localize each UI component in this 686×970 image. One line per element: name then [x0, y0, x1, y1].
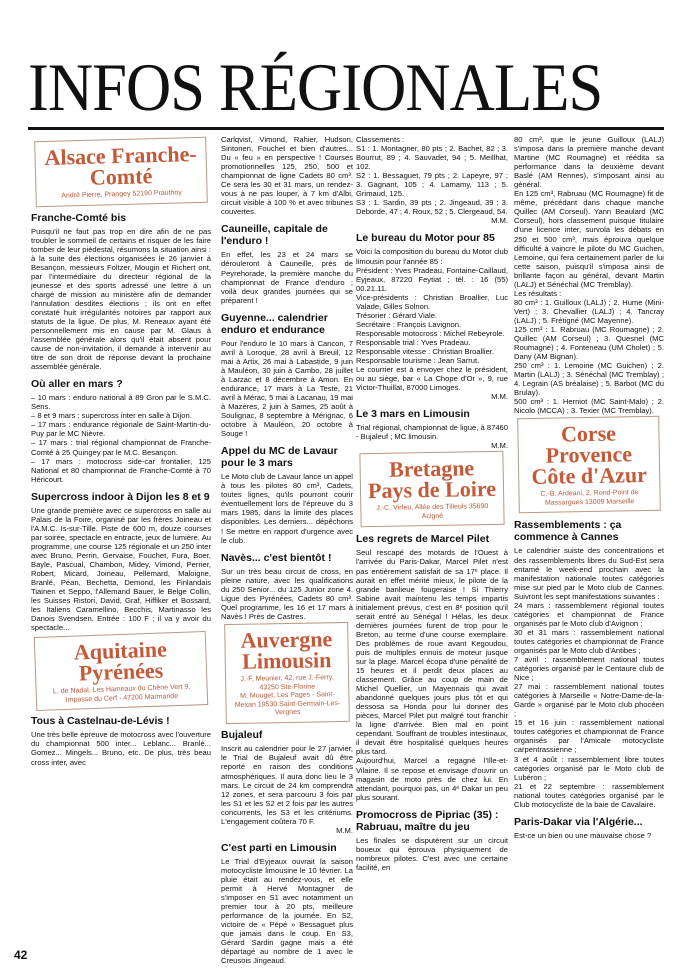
article-text: Sur un très beau circuit de cross, en pleine nature, avec les qualifications du 250 Senior... du 125 Junior zone 4. Ligue des Pyrénées, Cadets 80 cm³. Quel programme, les 16 et 17 mars à Navès ! Près de Castres.	[221, 566, 353, 621]
article-title: Tous à Castelnau-de-Lévis !	[31, 715, 170, 728]
article-title: Paris-Dakar via l'Algérie...	[514, 815, 643, 828]
article-text: Seul rescapé des motards de l'Ouest à l'arrivée du Paris-Dakar, Marcel Pilet n'est pas entièrement satisfait de sa 17ᵉ place. Il aurait en effet mérité mieux, le pilote de la grande banlieue fougeraise ! Si Thierry Sabine avait maintenu les temps impartis initialement prévus, c'est en 8ᵉ position qu'il serait entré au Sénégal ! Hélas, les deux dernières journées furent de trop pour le Breton, au terme d'une course exemplaire. Des problèmes de roue avant Kegoudou, puis de multiples ennuis de moteur jusque sur la plage. Marcel écopa d'une pénalité de 15 heures et il perdit deux places au classement. Grâce au coup de main de Michel Quellier, un Mayennais qui avait abandonné quelques jours plus tôt et qui dessosa sa Honda pour lui donner des pièces, Marcel Pilet put malgré tout franchir la ligne d'arrivée. Bien mal en point cependant. Souffrant de troubles intestinaux, il devait être hospitalisé quelques heures plus tard. Aujourd'hui, Marcel a regagné l'Ille-et-Vilaine. Il se repose et envisage d'ouvrir un magasin de moto près de chez lui. En attendant, pourquoi pas, un 4ᵉ Dakar un peu plus sourant.	[356, 548, 508, 802]
region-box-bretagne	[359, 451, 504, 528]
article-title: Où aller en mars ?	[31, 378, 123, 391]
article-title: C'est parti en Limousin	[221, 841, 337, 854]
article-text: – 10 mars : enduro national à 89 Gron par le S.M.C. Sens. – 8 et 9 mars : supercross inter en salle à Dijon. – 17 mars : endurance régionale de Saint-Martin-du-Puy par le MC Nièvre. – 17 mars : trial régional championnat de Franche-Comté à 25 Quingey par le M.C. Besançon. – 17 mars : motocross side-car frontalier, 125 National et 80 championnat de Franche-Comté à 70 Héricourt.	[31, 393, 211, 484]
article-text: Les finales se disputèrent sur un circuit boueux qui éprouva physiquement de nombreux pilotes. C'est avec une certaine facilité, en	[356, 835, 508, 872]
signature: M.M.	[336, 825, 353, 835]
article-title: Bujaleuf	[221, 729, 263, 742]
article-title: Rassemblements : ça commence à Cannes	[514, 519, 622, 544]
region-box-aquitaine	[34, 631, 208, 711]
results-text: Les résultats : 80 cm³ : 1. Guilloux (LALJ) ; 2. Hume (Mini-Vert) ; 3. Chevallier (LALJ) ; 4. Tancray (LALJ) ; 5. Frétigné (MC Mayenne). 125 cm³ : 1. Rabruau (MC Roumagne) ; 2. Quillec (AM Corseul) ; 3. Quesnel (MC Roumagne) ; 4. Fonteneau (UM Cholet) ; 5. Dany (AM Bignan). 250 cm³ : 1. Lemoine (MC Guichen) ; 2. Martin (LALJ) ; 3. Sénéchal (MC Tremblay) ; 4. Legrain (AS bréalaise) ; 5. Barbot (MC du Brulay). 500 cm³ : 1. Herniot (MC Saint-Malo) ; 2. Nicolo (MCCA) ; 3. Texier (MC Tremblay).	[514, 288, 664, 416]
region-name: Corse Provence Côte d'Azur	[531, 420, 648, 490]
header-rule	[28, 127, 664, 130]
page-title: INFOS RÉGIONALES	[28, 49, 603, 125]
region-name: Bretagne Pays de Loire	[367, 455, 497, 504]
region-address: J.-F. Meunier, 42, rue J.-Ferry, 43250 Ste-Florine M. Mouget, Les Pages - Saint-Mexan 19530 Saint-Germain-Les-Vergnes	[234, 674, 341, 717]
article-text: Pour l'enduro le 10 mars à Cancon, 7 avril à Loroque, 28 avril à Breuil, 12 mai à Artix, 26 mai à Labastide, 9 juin à Mauléon, 30 juin à Cambo, 28 juillet à Larzac et 8 décembre à Amon. En endurance, 17 mars à La Teste, 21 avril à Mérac, 5 mai à Lacanau, 19 mai à Mazères, 2 juin à Sames, 25 août à Soulignac, 8 septembre à Mérignac, 6 octobre à Mauléon, 20 octobre à Souge !	[221, 338, 353, 439]
region-address: J.-C. Virfeu, Allée des Tilleuls 35690 Acigné	[376, 503, 489, 521]
article-text: Puisqu'il ne faut pas trop en dire afin de ne pas troubler le sommeil de certains et risquer de les faire tomber de leur piédestal, résumons la situation ainsi : à la suite des élections organisées le 26 janvier à Besançon, messieurs Foltzer, Mougin et Richert ont, par l'intermédiaire du directeur régional de la jeunesse et des sports adressé une lettre à un chargé de mission au ministère afin de demander l'annulation desdites élections ; ils ont en effet constaté huit irrégularités notoires par rapport aux statuts de la ligue. De plus, M. Reneaux ayant été personnellement mis en cause par M. Glaus à l'assemblée générale alors qu'il était absent pour cause de non-invitation, il demande à intervenir au titre de son droit de réponse devant la prochaine assemblée générale.	[31, 226, 211, 372]
article-title: Le 3 mars en Limousin	[356, 408, 470, 421]
page-header	[28, 49, 664, 126]
signature: M.M.	[491, 441, 508, 451]
article-text: Trial régional, championnat de ligue, à 87460 - Bujaleuf ; MC limousin.	[356, 423, 508, 442]
article-text: Le Trial d'Eyjeaux ouvrait la saison motocycliste limousine le 10 février. La pluie était au rendez-vous, et elle permit à Hervé Montagner de s'imposer en S1 avec notamment un premier tour à 20 pts, meilleure performance de la journée. En S2, victoire de « Pépé » Bessaguet plus que jamais dans le coup. En S3, Gérard Sardin gagne mais a été départagé au nombre de 1 avec le Creusois Jingeaud.	[221, 856, 353, 966]
region-name: Alsace Franche-Comté	[44, 141, 197, 190]
region-box-alsace	[34, 137, 208, 207]
article-title: Les regrets de Marcel Pilet	[356, 533, 490, 546]
article-text: Une grande première avec ce supercross en salle au Palais de la Foire, organisé par les frères Joineau et l'A.M.C. Is-sur-Tille. Piste de 600 m, douze courses par soirée, spectacle en entracte, jeux de lumière. Au programme, une course 125 régionale et un 250 inter avec Bruno, Perrin, Gervaise, Fouchet, Fura, Boer, Bayle, Pascual, Chambon, Midey, Vimond, Perrier, Robert, Micard, Joineau, Pellemard, Maloigne, Branlé, Péan, Bechetta, Demond, les Finlandais Tiainen et Seppo, l'Allemand Bauer, le Belge Collin, les Suisses Ristori, David, Graf, Hiffiker et Bossard, les Italiens Caramellino, Becchis, Martinasso les Danois Svendsen. Entrée : 100 F ; il va y avoir du spectacle...	[31, 505, 211, 633]
region-address: L. de Nadal, Les Hameaux du Chêne Vert 9, Impasse du Cerf - 47200 Marmande	[52, 683, 191, 704]
article-title: Appel du MC de Lavaur pour le 3 mars	[221, 445, 338, 470]
region-address: André Pierre, Prangey 52190 Prauthoy	[61, 189, 182, 200]
region-name: Auvergne Limousin	[240, 626, 333, 674]
signature: M.M.	[491, 392, 508, 402]
article-title: Navès... c'est bientôt !	[221, 551, 332, 564]
region-name: Aquitaine Pyrénées	[73, 636, 168, 686]
article-title: Guyenne... calendrier enduro et endurance	[221, 311, 328, 336]
article-text: Est-ce un bien ou une mauvaise chose ?	[514, 830, 652, 840]
article-text: 80 cm³, que le jeune Guilloux (LALJ) s'imposa dans la première manche devant Martine (MC Roumagne) et réédita sa performance dans la deuxième devant Baslé (AM Rennes), s'imposant ainsi au général. En 125 cm³, Rabruau (MC Roumagne) fit de même, précédant dans chaque manche Quillec (AM Corseul). Yann Beaulard (MC Corseul), hors classement puisque titulaire d'une licence inter, survola les débats en 250 et 500 cm³, mais éprouva quelque difficulté à vaincre le pilote du MC Guichen, Lemoine, qui fera certainement parler de lui cette saison, puisqu'il s'imposa ainsi de brillante façon au général, devant Martin (LALJ) et Sénéchal (MC Tremblay).	[514, 135, 664, 289]
region-address: C.-B. Ardeani, 2, Rond-Point de Massargues 13009 Marseille	[540, 489, 639, 507]
article-text: Classements : S1 : 1. Montagner, 80 pts ; 2. Bachet, 82 ; 3. Bourrut, 89 ; 4. Sauvadet, 94 ; 5. Meillhat, 102. S2 : 1. Bessaguet, 79 pts ; 2. Lapeyre, 97 ; 3. Gagnant, 105 ; 4. Lamamy, 113 ; 5. Grimaud, 125. S3 : 1. Sardin, 39 pts ; 2. Jingeaud, 39 ; 3. Deborde, 47 ; 4. Roux, 52 ; 5. Clergeaud, 54.	[356, 135, 508, 217]
article-title: Franche-Comté bis	[31, 211, 127, 224]
column-2	[221, 135, 353, 965]
page-number: 42	[14, 948, 28, 962]
article-text: Inscrit au calendrier pour le 27 janvier, le Trial de Bujaleuf avait dû être reporté en raison des conditions atmosphériques. Il aura donc lieu le 3 mars. Le circuit de 24 km comprendra 12 zones, et sera parcouru 3 fois par les S1 et les S2 et 2 fois par les autres concurrents, les S3 et les critériums. L'engagement coûtera 70 F.	[221, 744, 353, 826]
article-text: Le calendrier suiste des concentrations et des rassemblements libres du Sud-Est sera entamé le week-end prochain avec la manifestation nationale toutes catégories mise sur pied par le Moto club de Cannes. Suivront les sept manifestations suivantes : 24 mars : rassemblement régional toutes catégories et championnat de France organisés par le Moto club d'Avignon ; 30 et 31 mars : rassemblement national toutes catégories et championnat de France organisés par le Moto club d'Antibes ; 7 avril : rassemblement national toutes catégories organisé par le Centaure club de Nice ; 27 mai : rassemblement national toutes catégories à Marseille « Notre-Dame-de-la-Garde » organisé par le Moto club phocéen ; 15 et 16 juin : rassemblement national toutes catégories et championnat de France organisés par l'Amicale motocycliste carpentrassienne ; 3 et 4 août : rassemblement libre toutes catégories organisé par le Moto club de Lubéron ; 21 et 22 septembre : rassemblement national toutes catégories organisé par le Club motocycliste de la baie de Cavalaire.	[514, 546, 664, 809]
article-text: Une très belle épreuve de motocross avec l'ouverture du championnat 500 inter... Leblanc... Branlé... Gomez... Mingels... Bruno, etc. De plus, très beau cross inter, avec	[31, 730, 211, 767]
region-box-auvergne	[224, 622, 350, 724]
article-title: Supercross indoor à Dijon les 8 et 9	[31, 490, 210, 503]
column-3	[356, 135, 508, 872]
article-text: En effet, les 23 et 24 mars se dérouleront à Cauneille, près de Peyrehorade, la première manche du championnat de France d'enduro ; voilà deux grandes journées qui se préparent !	[221, 250, 353, 305]
column-1	[31, 135, 211, 767]
article-text: Le Moto club de Lavaur lance un appel à tous les pilotes 80 cm³, Cadets, toutes lignes, qu'ils pourront courir éventuellement lors de l'épreuve du 3 mars 1985, dans la limite des places disponibles. Les derniers... dépêchons ! Se mettre en rapport d'urgence avec le club.	[221, 472, 353, 545]
article-title: Cauneille, capitale de l'enduro !	[221, 223, 328, 248]
region-box-corse	[517, 416, 661, 513]
article-text: Voici la composition du bureau du Motor club limousin pour l'année 85 : Président : Yves Pradeau, Fontaine-Caillaud, Eyjeaux, 87220 Feytiat ; tél. : 16 (55) 00.21.11. Vice-présidents : Christian Broallier, Luc Valade, Gilles Solnon. Trésorier : Gérard Viale. Secrétaire : François Lavignon. Responsable motocross : Michel Rebeyrole. Responsable trial : Yves Pradeau. Responsable vitesse : Christian Broallier. Responsable tourisme : Jean Sarrut. Le courrier est à envoyer chez le président, ou au siège, bar « La Chope d'Or », 9, rue Victor-Thuillat, 87000 Limoges.	[356, 247, 508, 393]
article-title: Promocross de Pipriac (35) : Rabruau, maître du jeu	[356, 808, 499, 833]
column-4	[514, 135, 664, 840]
article-text: Carlqvist, Vimond, Rahier, Hudson, Sintonen, Fouchet et bien d'autres... Du « feu » en perspective ! Courses promotionnelles 125, 250, 500 et championnat de ligne Cadets 80 cm³. Ce sera les 30 et 31 mars, un rendez-vous à ne pas louper, à 7 km d'Albi, circuit visible à 100 % et avec tribunes couvertes.	[221, 135, 353, 217]
signature: M.M.	[491, 216, 508, 226]
article-title: Le bureau du Motor pour 85	[356, 232, 495, 245]
